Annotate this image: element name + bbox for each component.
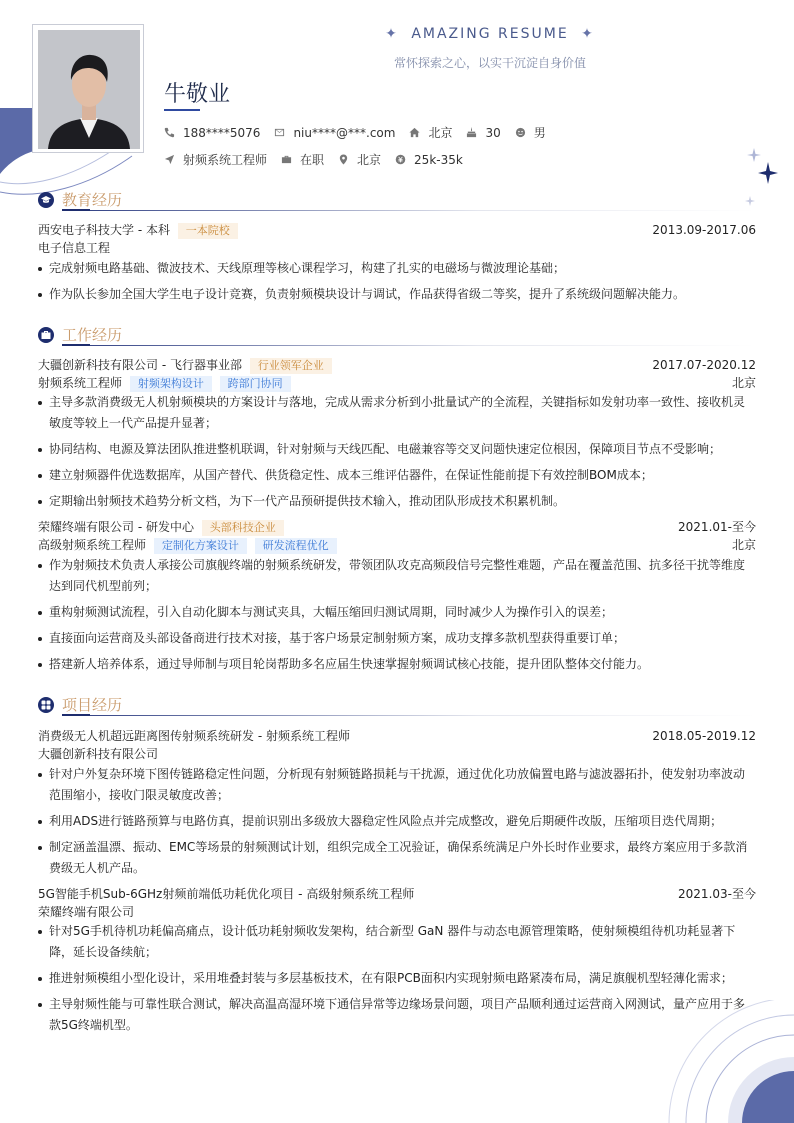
job-role-tag: 跨部门协同 (220, 376, 291, 392)
mail-icon (274, 127, 285, 138)
list-item: 搭建新人培养体系，通过导师制与项目轮岗帮助多名应届生快速掌握射频调试核心技能，提升团队整体交付能力。 (38, 654, 756, 675)
education-bullets (38, 258, 756, 310)
cake-icon (466, 127, 477, 138)
list-item: 定期输出射频技术趋势分析文档，为下一代产品预研提供技术输入，推动团队形成技术积累机制。 (38, 491, 756, 512)
list-item: 制定涵盖温漂、振动、EMC等场景的射频测试计划，组织完成全工况验证，确保系统满足户外长时作业要求，最终方案应用于多款消费级无人机产品。 (38, 837, 756, 879)
job-1-role-row (38, 374, 756, 392)
job-role-tag: 射频架构设计 (130, 376, 212, 392)
list-item: 完成射频电路基础、微波技术、天线原理等核心课程学习，构建了扎实的电磁场与微波理论基础； (38, 258, 756, 279)
list-item: 主导射频性能与可靠性联合测试，解决高温高湿环境下通信异常等边缘场景问题，项目产品顺利通过运营商入网测试，量产应用于多款5G终端机型。 (38, 994, 756, 1036)
school-tag: 一本院校 (178, 223, 238, 239)
graduation-cap-icon (41, 195, 51, 205)
work-section-header (38, 324, 756, 344)
section-divider-accent (62, 714, 90, 716)
education-school-row (38, 221, 756, 239)
section-divider (62, 715, 756, 716)
work-section-icon (38, 327, 54, 343)
job-role-tag: 定制化方案设计 (154, 538, 247, 554)
job-company-tag: 头部科技企业 (202, 520, 284, 536)
project-company: 荣耀终端有限公司 (38, 905, 135, 919)
job-city: 北京 (731, 376, 756, 390)
profile-photo-frame (32, 24, 144, 153)
job-period: 2017.07-2020.12 (652, 358, 756, 372)
briefcase-icon (41, 330, 51, 340)
education-section-icon (38, 192, 54, 208)
contact-gender: 男 (515, 124, 546, 141)
education-title: 教育经历 (62, 191, 123, 209)
list-item: 直接面向运营商及头部设备商进行技术对接，基于客户场景定制射频方案，成功支撑多款机型获得重要订单； (38, 628, 756, 649)
projects-title: 项目经历 (62, 696, 123, 714)
grid-icon (41, 700, 51, 710)
contact-email: niu****@***.com (274, 126, 395, 140)
project-company: 大疆创新科技有限公司 (38, 747, 159, 761)
list-item: 利用ADS进行链路预算与电路仿真，提前识别出多级放大器稳定性风险点并完成整改，避免后期硬件改版，压缩项目迭代周期； (38, 811, 756, 832)
contact-city: 北京 (409, 124, 452, 141)
list-item: 针对5G手机待机功耗偏高痛点，设计低功耗射频收发架构，结合新型 GaN 器件与动态电源管理策略，使射频模组待机功耗显著下降，延长设备续航； (38, 921, 756, 963)
job-company-tag: 行业领军企业 (250, 358, 332, 374)
phone-icon (164, 127, 175, 138)
education-major: 电子信息工程 (38, 241, 111, 255)
job-city: 北京 (731, 538, 756, 552)
gender-icon (515, 127, 526, 138)
job-role-tag: 研发流程优化 (255, 538, 337, 554)
briefcase-icon (281, 154, 292, 165)
candidate-name: 牛敬业 (164, 82, 231, 107)
job-2-company-row (38, 518, 756, 536)
projects-section-header (38, 694, 756, 714)
project-period: 2018.05-2019.12 (652, 729, 756, 743)
intent-position: 射频系统工程师 (164, 151, 267, 168)
job-2-role-row (38, 536, 756, 554)
project-2-bullets (38, 921, 756, 1041)
project-name: 5G智能手机Sub-6GHz射频前端低功耗优化项目 - 高级射频系统工程师 (38, 887, 415, 901)
education-section-header (38, 189, 756, 209)
section-divider-accent (62, 344, 90, 346)
job-role: 射频系统工程师 (38, 376, 123, 390)
sparkle-icon: ✦ (385, 26, 399, 42)
section-divider (62, 210, 756, 211)
job-intent-row (164, 151, 477, 168)
intent-status: 在职 (281, 151, 324, 168)
contact-age: 30 (466, 126, 500, 140)
job-1-bullets (38, 392, 756, 517)
project-period: 2021.03-至今 (678, 887, 756, 901)
person-avatar-icon (38, 30, 140, 149)
list-item: 推进射频模组小型化设计，采用堆叠封装与多层基板技术，在有限PCB面积内实现射频电路紧凑布局，满足旗舰机型轻薄化需求； (38, 968, 756, 989)
work-title: 工作经历 (62, 326, 123, 344)
job-1-company-row (38, 356, 756, 374)
list-item: 作为射频技术负责人承接公司旗舰终端的射频系统研发，带领团队攻克高频段信号完整性难题，产品在覆盖范围、抗多径干扰等维度达到同代机型前列； (38, 555, 756, 597)
intent-salary: 25k-35k (395, 153, 463, 167)
money-icon (395, 154, 406, 165)
project-name: 消费级无人机超远距离图传射频系统研发 - 射频系统工程师 (38, 729, 350, 743)
resume-banner (380, 26, 600, 42)
send-icon (164, 154, 175, 165)
banner-title: AMAZING RESUME (411, 26, 569, 42)
list-item: 建立射频器件优选数据库，从国产替代、供货稳定性、成本三维评估器件，在保证性能前提下有效控制BOM成本； (38, 465, 756, 486)
job-2-bullets (38, 555, 756, 680)
education-period: 2013.09-2017.06 (652, 223, 756, 237)
project-1-title-row (38, 727, 756, 745)
contact-row (164, 124, 560, 141)
location-icon (338, 154, 349, 165)
job-period: 2021.01-至今 (678, 520, 756, 534)
list-item: 针对户外复杂环境下图传链路稳定性问题，分析现有射频链路损耗与干扰源，通过优化功放偏置电路与滤波器拓扑，使发射功率波动范围缩小，接收门限灵敏度改善； (38, 764, 756, 806)
list-item: 协同结构、电源及算法团队推进整机联调，针对射频与天线匹配、电磁兼容等交叉问题快速定位根因，保障项目节点不受影响； (38, 439, 756, 460)
intent-location: 北京 (338, 151, 381, 168)
section-divider-accent (62, 209, 90, 211)
section-divider (62, 345, 756, 346)
job-company: 荣耀终端有限公司 - 研发中心 (38, 520, 194, 534)
project-1-bullets (38, 764, 756, 884)
job-role: 高级射频系统工程师 (38, 538, 147, 552)
sparkle-icon: ✦ (581, 26, 595, 42)
list-item: 主导多款消费级无人机射频模块的方案设计与落地，完成从需求分析到小批量试产的全流程，关键指标如发射功率一致性、接收机灵敏度等较上一代产品提升显著； (38, 392, 756, 434)
name-underline (164, 109, 200, 111)
job-company: 大疆创新科技有限公司 - 飞行器事业部 (38, 358, 242, 372)
motto: 常怀探索之心，以实干沉淀自身价值 (393, 56, 586, 70)
list-item: 重构射频测试流程，引入自动化脚本与测试夹具，大幅压缩回归测试周期，同时减少人为操作引入的误差； (38, 602, 756, 623)
list-item: 作为队长参加全国大学生电子设计竞赛，负责射频模块设计与调试，作品获得省级二等奖，提升了系统级问题解决能力。 (38, 284, 756, 305)
project-2-title-row (38, 885, 756, 903)
profile-photo (38, 30, 140, 149)
contact-phone: 188****5076 (164, 126, 260, 140)
school-name: 西安电子科技大学 - 本科 (38, 223, 170, 237)
projects-section-icon (38, 697, 54, 713)
home-icon (409, 127, 420, 138)
